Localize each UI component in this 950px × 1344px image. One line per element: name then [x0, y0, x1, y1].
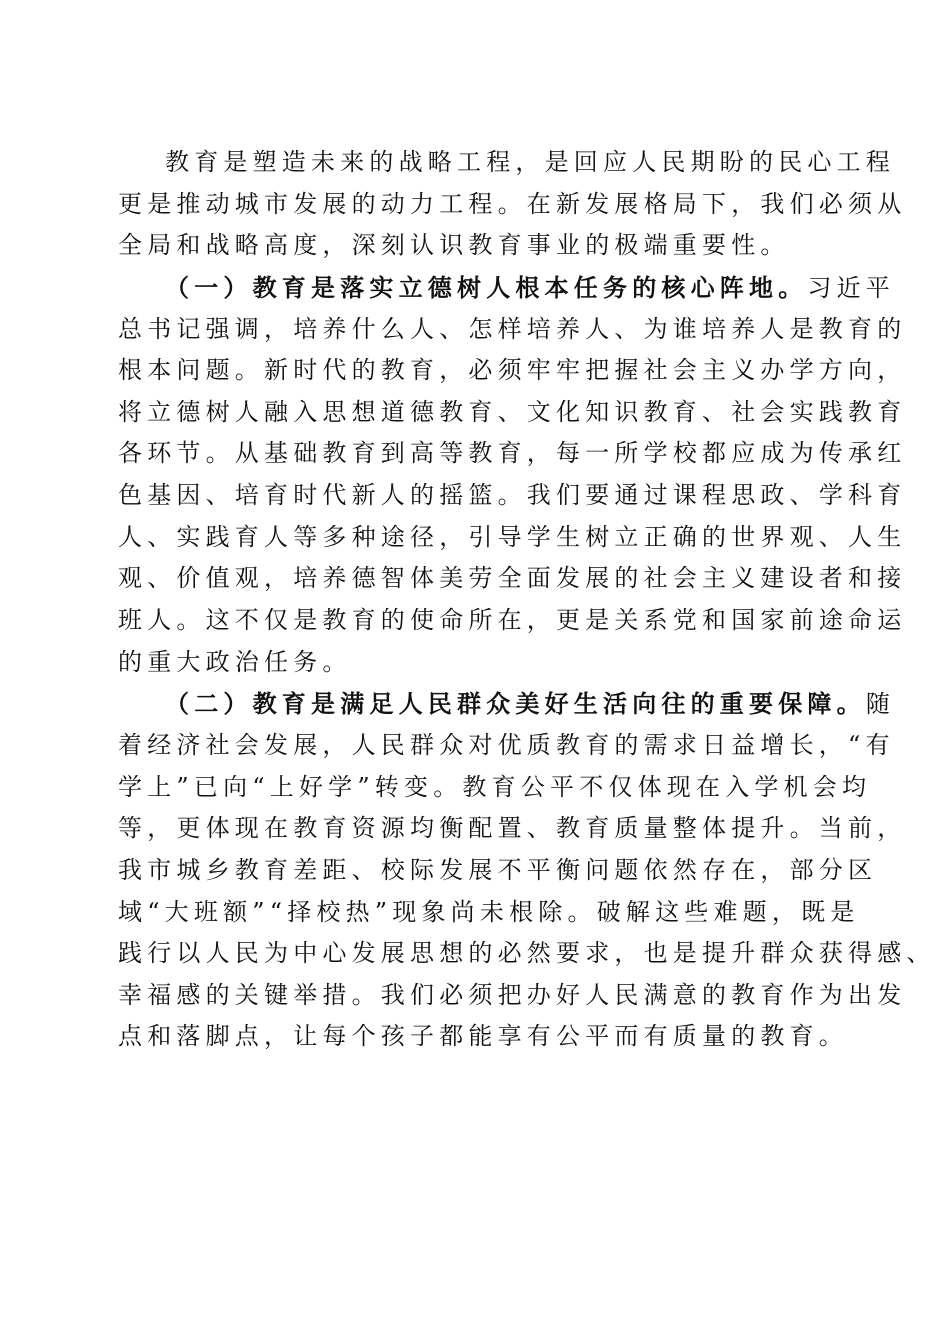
text-line: 各环节。从基础教育到高等教育，每一所学校都应成为传承红 — [118, 439, 907, 468]
text-line: 学上”已向“上好学”转变。教育公平不仅体现在入学机会均 — [118, 772, 872, 801]
text-line: 着经济社会发展，人民群众对优质教育的需求日益增长，“有 — [118, 730, 895, 759]
text-line: 观、价值观，培养德智体美劳全面发展的社会主义建设者和接 — [118, 564, 907, 593]
text-line: 将立德树人融入思想道德教育、文化知识教育、社会实践教育 — [118, 397, 907, 426]
paragraph-section-2 — [118, 683, 936, 1058]
text-line: 教育是塑造未来的战略工程，是回应人民期盼的民心工程 — [165, 148, 895, 176]
section-heading-1: （一）教育是落实立德树人根本任务的核心阵地。 — [165, 272, 808, 302]
text-line: 幸福感的关键举措。我们必须把办好人民满意的教育作为出发 — [118, 980, 907, 1009]
text-line — [118, 267, 896, 309]
text-line — [118, 683, 896, 725]
text-run: 习近平 — [807, 273, 896, 302]
text-line: 根本问题。新时代的教育，必须牢牢把握社会主义办学方向， — [118, 356, 907, 385]
text-line: 人、实践育人等多种途径，引导学生树立正确的世界观、人生 — [118, 522, 907, 551]
text-run: 随 — [865, 690, 896, 719]
text-line: 全局和战略高度，深刻认识教育事业的极端重要性。 — [118, 231, 790, 260]
document-body — [118, 142, 936, 1058]
paragraph-section-1 — [118, 267, 907, 683]
text-line: 践行以人民为中心发展思想的必然要求，也是提升群众获得感、 — [118, 939, 936, 968]
text-line: 色基因、培育时代新人的摇篮。我们要通过课程思政、学科育 — [118, 481, 907, 510]
text-line: 更是推动城市发展的动力工程。在新发展格局下，我们必须从 — [118, 189, 907, 218]
section-heading-2: （二）教育是满足人民群众美好生活向往的重要保障。 — [165, 689, 866, 719]
paragraph-intro — [118, 142, 907, 267]
text-line: 班人。这不仅是教育的使命所在，更是关系党和国家前途命运 — [118, 606, 907, 635]
text-line: 域“大班额”“择校热”现象尚未根除。破解这些难题，既是 — [118, 897, 860, 926]
text-line: 等，更体现在教育资源均衡配置、教育质量整体提升。当前， — [118, 814, 907, 843]
text-line: 点和落脚点，让每个孩子都能享有公平而有质量的教育。 — [118, 1022, 848, 1051]
text-line: 总书记强调，培养什么人、怎样培养人、为谁培养人是教育的 — [118, 314, 907, 343]
text-line: 的重大政治任务。 — [118, 647, 352, 676]
text-line: 我市城乡教育差距、校际发展不平衡问题依然存在，部分区 — [118, 855, 878, 884]
